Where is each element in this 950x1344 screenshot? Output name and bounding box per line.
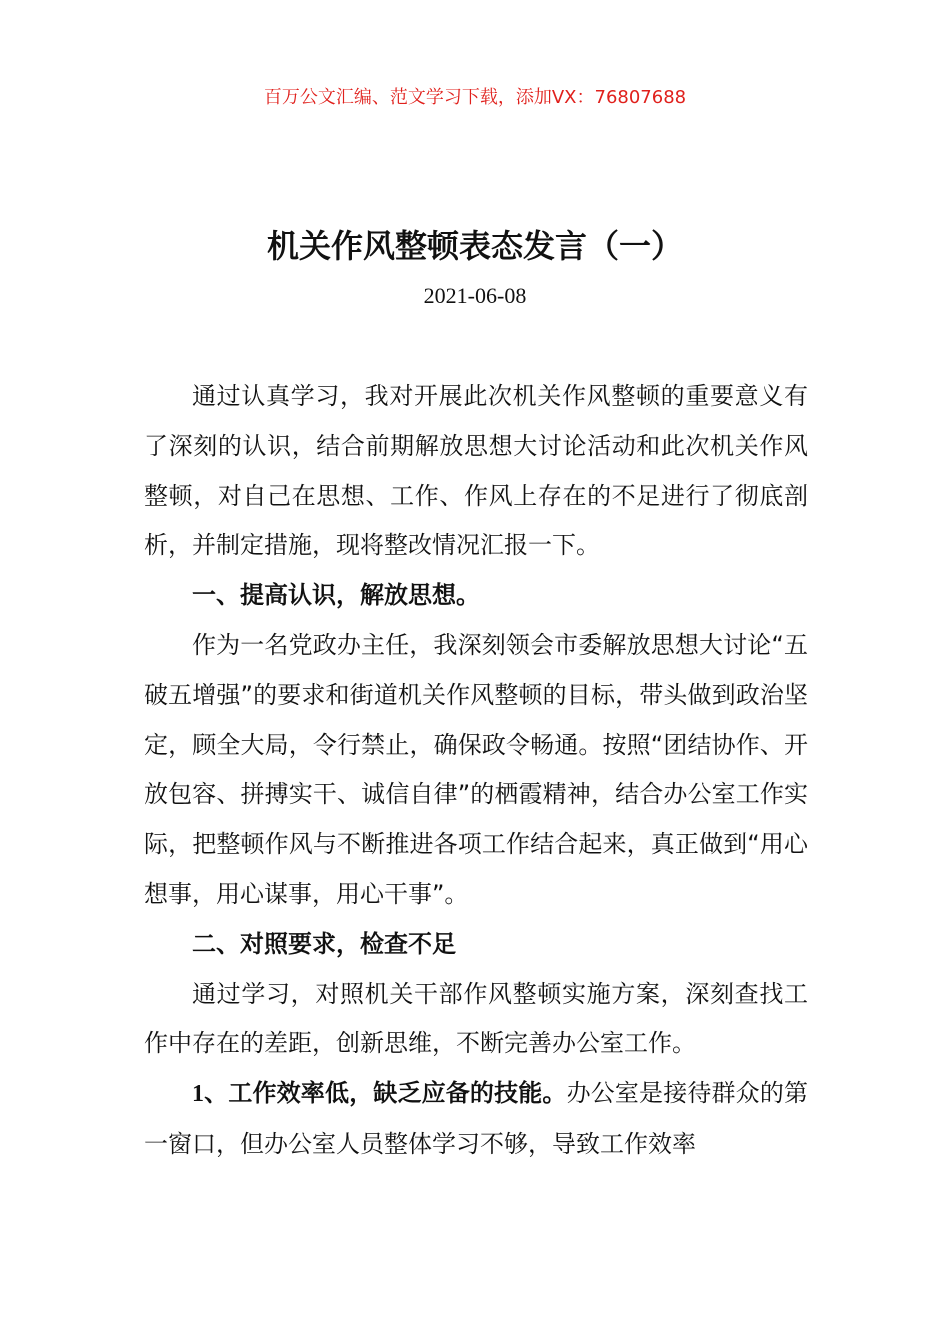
item-1-heading-text: 、工作效率低，缺乏应备的技能。 — [204, 1079, 567, 1108]
section-heading-2: 二、对照要求，检查不足 — [192, 929, 456, 958]
intro-paragraph: 通过认真学习，我对开展此次机关作风整顿的重要意义有了深刻的认识，结合前期解放思想大讨论活动和此次机关作风整顿，对自己在思想、工作、作风上存在的不足进行了彻底剖析，并制定措施，现将整改情况汇报一下。 — [144, 382, 808, 560]
item-1-heading — [192, 1079, 567, 1107]
section-1-paragraph: 作为一名党政办主任，我深刻领会市委解放思想大讨论“五破五增强”的要求和街道机关作风整顿的目标，带头做到政治坚定，顾全大局，令行禁止，确保政令畅通。按照“团结协作、开放包容、拼搏实干、诚信自律”的栖霞精神，结合办公室工作实际，把整顿作风与不断推进各项工作结合起来，真正做到“用心想事，用心谋事，用心干事”。 — [144, 630, 808, 908]
document-title: 机关作风整顿表态发言（一） — [266, 227, 683, 265]
item-1-text: 办公室是接待群众的第一窗口，但办公室人员整体学习不够，导致工作效率 — [144, 1079, 809, 1158]
section-heading-1: 一、提高认识，解放思想。 — [192, 581, 480, 610]
item-1-number: 1 — [192, 1081, 204, 1108]
watermark-text: 百万公文汇编、范文学习下载，添加VX：76807688 — [263, 87, 687, 108]
item-1-paragraph — [144, 1069, 808, 1170]
section-2-paragraph: 通过学习，对照机关干部作风整顿实施方案，深刻查找工作中存在的差距，创新思维，不断完善办公室工作。 — [144, 979, 808, 1058]
document-date: 2021-06-08 — [423, 283, 527, 308]
document-body — [144, 372, 808, 1170]
